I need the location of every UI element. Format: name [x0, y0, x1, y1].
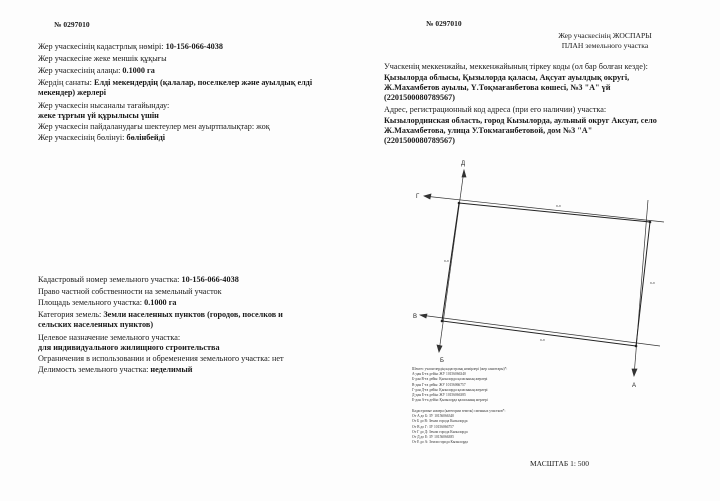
ru-category-row-2 [38, 320, 153, 330]
address-label: Адрес, регистрационный код адреса (при его наличии) участка: [384, 105, 607, 114]
label-g: Г [416, 194, 420, 200]
label-v: В [413, 314, 418, 320]
axis-horizontal-top [424, 196, 664, 222]
legend-ru-line: От Д до Е: ЗУ 10156066385 [412, 435, 454, 440]
owner-kz-3-text: (2201500080789567) [384, 93, 455, 102]
side-label-right: х-х [650, 281, 655, 285]
axis-arrow-g [424, 194, 431, 199]
kz-divisibility-row [38, 133, 165, 143]
legend-ru-line: От Б до В: Земли города Кызылорда [412, 419, 468, 424]
ru-purpose-value: для индивидуального жилищного строительства [38, 343, 220, 352]
legend-kz-line: Д-дан Е-ға дейін: ЖУ 10156066385 [412, 393, 466, 398]
plan-title-kz: Жер учаскесінің ЖОСПАРЫ [558, 31, 652, 40]
parcel-boundary [442, 203, 650, 346]
owner-label: Учаскенің меккенжайы, меккенжайының тіркеу коды (ол бар болған кезде): [384, 62, 648, 71]
kz-category-label: Жердің санаты: [38, 78, 92, 87]
kz-cadastral-row [38, 42, 223, 52]
kz-ownership: Жер учаскесіне жеке меншік құқығы [38, 54, 167, 63]
ru-category-value-2: сельских населенных пунктов) [38, 320, 154, 329]
label-a: А [632, 383, 637, 389]
label-d: Д [461, 161, 466, 167]
kz-area-label: Жер учаскесінің алаңы: [38, 66, 121, 75]
kz-cadastral-label: Жер учаскесінің кадастрлық нөмірі: [38, 42, 164, 51]
ru-area-label: Площадь земельного участка: [38, 298, 143, 307]
kz-area-value: 0.1000 га [122, 66, 155, 75]
ru-category-row [38, 310, 283, 320]
legend-ru-line: Кадастровые номера (категории земель) смежных участков*: [412, 409, 506, 413]
side-label-bottom: х-х [540, 338, 545, 342]
legend-kz [412, 367, 507, 403]
axis-arrow-v [420, 314, 427, 318]
owner-kz-1-text: Қызылорда облысы, Қызылорда қаласы, Ақсуат ауылдық округі, [384, 73, 630, 82]
legend-ru-line: От А до Б: ЗУ 10156066340 [412, 414, 454, 419]
legend-kz-line: Б-дан В-ға дейін: Қызылорда қаласының жерлері [412, 377, 488, 382]
label-b: Б [440, 358, 444, 364]
ru-area-value: 0.1000 га [144, 298, 177, 307]
kz-category-value-1: Елді мекендердің (қалалар, поселкелер және ауылдық елді [93, 78, 313, 87]
ru-cadastral-value: 10-156-066-4038 [181, 275, 239, 284]
ru-ownership: Право частной собственности на земельный участок [38, 287, 222, 296]
ru-cadastral-row [38, 275, 239, 285]
kz-cadastral-value: 10-156-066-4038 [165, 42, 223, 51]
legend-kz-line: Шектес учаскелердің кадастрлық нөмірлері (жер санаттары)*: [412, 367, 508, 371]
address-ru-2-text: Ж.Махамбетова, улица У.Токмаганбетовой, дом №3 "А" [384, 126, 593, 135]
owner-kz-2-text: Ж.Махамбетов ауылы, Ү.Тоқмағанбетова көшесі, №3 "А" үй [384, 83, 611, 92]
ru-category-value-1: Земли населенных пунктов (городов, поселков и [103, 310, 283, 319]
ru-purpose-value-row [38, 343, 220, 353]
right-page [360, 0, 720, 501]
axis-vertical-left [439, 170, 464, 352]
kz-category-value-2: мекендер) жерлері [38, 88, 107, 97]
doc-number-right: № 0297010 [426, 19, 462, 28]
side-label-top: х-х [556, 204, 561, 208]
legend-ru-line: От Г до Д: Земли города Кызылорда [412, 429, 468, 434]
corner-point [458, 202, 461, 205]
kz-restrictions: Жер учаскесін пайдаланудағы шектеулер мен ауыртпалықтар: жоқ [38, 122, 270, 131]
kz-purpose-value: жеке тұрғын үй құрылысы үшін [38, 111, 159, 120]
kz-purpose-label: Жер учаскесін нысаналы тағайындау: [38, 101, 170, 110]
ru-cadastral-label: Кадастровый номер земельного участка: [38, 275, 180, 284]
axis-arrow-e [437, 345, 442, 352]
ru-area-row [38, 298, 177, 308]
corner-points [441, 202, 652, 348]
kz-category-row [38, 78, 312, 88]
legend-ru-line: От В до Г: ЗУ 10156066757 [412, 424, 454, 429]
plan-title-ru: ПЛАН земельного участка [561, 41, 649, 50]
ru-divisibility-value: неделимый [150, 365, 193, 374]
axis-arrow-a [632, 369, 637, 376]
legend-kz-line: Е-дан А-ға дейін: Қызылорда қаласының жерлері [412, 398, 488, 403]
kz-divisibility-label: Жер учаскесінің бөлінуі: [38, 133, 125, 142]
corner-point [649, 221, 652, 224]
kz-area-row [38, 66, 155, 76]
scale-label: МАСШТАБ 1: 500 [530, 459, 590, 468]
ru-restrictions: Ограничения в использовании и обременения земельного участка: нет [38, 354, 284, 363]
ru-divisibility-label: Делимость земельного участка: [38, 365, 149, 374]
legend-kz-line: А-дан Б-ға дейін: ЖУ 10156066340 [412, 372, 466, 377]
legend-kz-line: В-дан Г-ға дейін: ЖУ 10156066757 [412, 382, 466, 387]
axis-arrow-d [462, 170, 466, 177]
address-ru-1-text: Кызылординская область, город Кызылорда, аульный округ Аксуат, село [384, 116, 657, 125]
doc-number-left: № 0297010 [54, 20, 90, 29]
kz-purpose-value-row [38, 111, 159, 121]
legend-kz-line: Г-дан Д-ға дейін: Қызылорда қаласының жерлері [412, 387, 488, 392]
legend-ru [412, 409, 505, 445]
ru-category-label: Категория земель: [38, 310, 102, 319]
axis-vertical-right [634, 200, 648, 376]
ru-divisibility-row [38, 365, 192, 375]
legend-ru-line: От Е до А: Земли города Кызылорда [412, 440, 468, 445]
ru-purpose-label: Целевое назначение земельного участка: [38, 333, 181, 342]
address-ru-3-text: (2201500080789567) [384, 136, 455, 145]
kz-divisibility-value: бөлінбейді [126, 133, 166, 142]
kz-category-row-2 [38, 88, 106, 98]
corner-point [635, 345, 638, 348]
side-label-left: х-х [444, 259, 449, 263]
corner-point [441, 320, 444, 323]
